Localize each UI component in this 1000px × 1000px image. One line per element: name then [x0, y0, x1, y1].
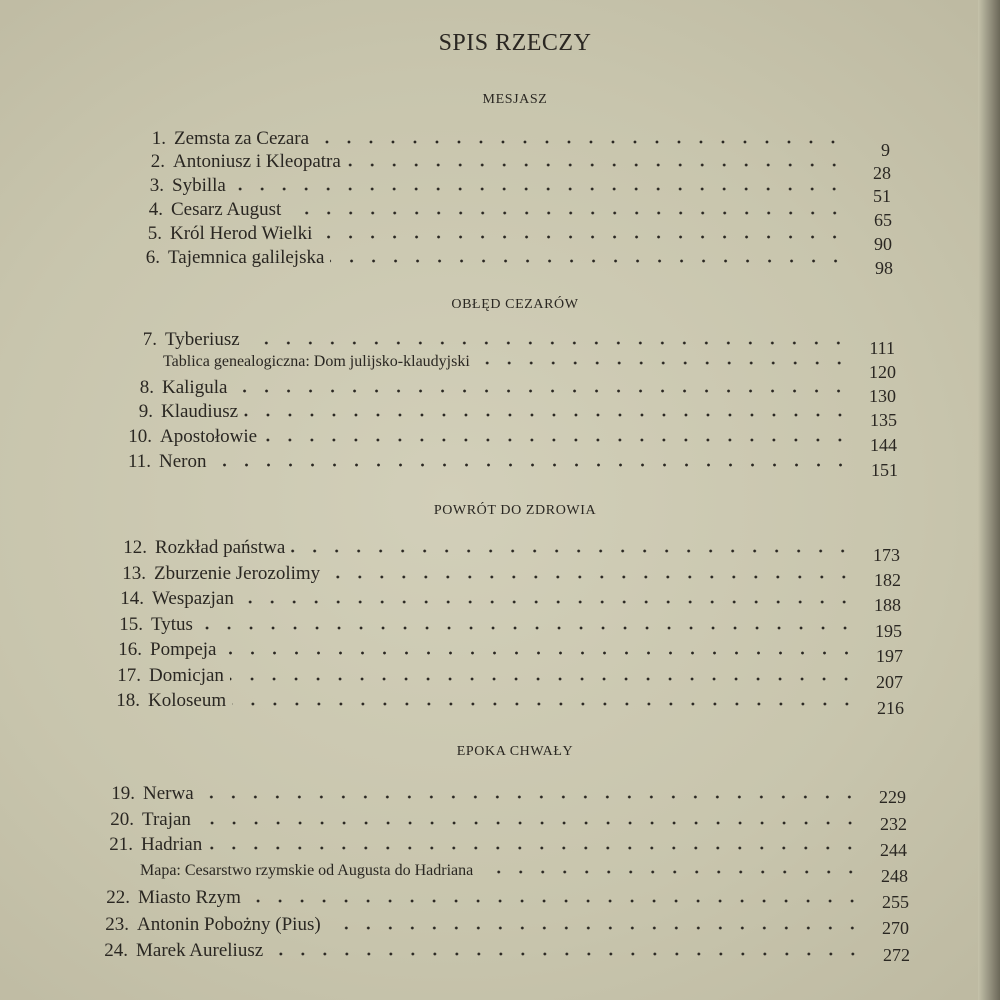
entry-number: 9.	[138, 401, 153, 422]
dot-leader	[233, 388, 850, 394]
entry-number: 17.	[117, 665, 141, 686]
dot-leader	[347, 162, 845, 168]
entry-number: 4.	[148, 199, 163, 220]
entry-title: Domicjan	[149, 665, 224, 686]
dot-leader	[479, 869, 862, 875]
entry-title: Antoniusz i Kleopatra	[173, 151, 341, 172]
toc-entry	[95, 834, 867, 856]
toc-entry	[103, 665, 863, 687]
toc-entry	[115, 401, 857, 423]
entry-page-number: 90	[874, 234, 892, 254]
entry-title: Rozkład państwa	[155, 537, 286, 558]
dot-leader	[246, 340, 849, 346]
entry-title: Hadrian	[141, 834, 203, 855]
dot-leader	[232, 701, 858, 707]
entry-page-number: 28	[873, 163, 891, 183]
entry-title: Król Herod Wielki	[170, 223, 313, 244]
toc-entry	[97, 783, 866, 805]
entry-page-number: 144	[870, 435, 897, 455]
entry-number: 23.	[105, 914, 129, 935]
entry-title: Apostołowie	[160, 426, 258, 447]
toc-entry	[90, 940, 870, 962]
entry-title: Trajan	[142, 809, 191, 830]
toc-entry	[128, 128, 850, 150]
entry-page-number: 197	[876, 646, 903, 666]
entry-number: 10.	[128, 426, 152, 447]
dot-leader	[244, 412, 851, 418]
dot-leader	[240, 599, 855, 605]
entry-title: Tablica genealogiczna: Dom julijsko-klaudyjski	[163, 353, 470, 370]
entry-page-number: 120	[869, 362, 896, 382]
dot-leader	[230, 676, 857, 682]
dot-leader	[223, 650, 858, 656]
toc-entry	[126, 175, 851, 197]
section-heading: OBŁĘD CEZARÓW	[451, 297, 579, 312]
toc-entry	[105, 614, 862, 636]
section-heading: POWRÓT DO ZDROWIA	[433, 503, 597, 518]
toc-entry	[117, 353, 856, 371]
entry-page-number: 65	[874, 210, 892, 230]
entry-page-number: 9	[881, 140, 890, 160]
dot-leader	[315, 139, 844, 145]
book-spine-edge	[978, 0, 1000, 1000]
entry-title: Zemsta za Cezara	[174, 128, 310, 149]
dot-leader	[232, 186, 845, 192]
entry-title: Kaligula	[162, 377, 228, 398]
entry-number: 11.	[127, 451, 151, 472]
entry-number: 7.	[142, 329, 157, 350]
toc-entry	[127, 151, 851, 173]
entry-title: Tyberiusz	[165, 329, 240, 350]
entry-title: Tajemnica galilejska	[168, 247, 325, 268]
toc-entry	[102, 690, 864, 712]
dot-leader	[263, 437, 851, 443]
dot-leader	[287, 210, 846, 216]
entry-page-number: 188	[874, 595, 901, 615]
entry-page-number: 272	[883, 945, 910, 965]
entry-title: Nerwa	[143, 783, 194, 804]
entry-page-number: 207	[876, 672, 903, 692]
entry-page-number: 173	[873, 545, 900, 565]
entry-number: 3.	[149, 175, 164, 196]
entry-number: 1.	[151, 128, 166, 149]
entry-title: Koloseum	[148, 690, 227, 711]
toc-entry	[96, 809, 867, 831]
entry-page-number: 111	[869, 338, 895, 358]
entry-title: Cesarz August	[171, 199, 282, 220]
entry-title: Miasto Rzym	[138, 887, 241, 908]
entry-page-number: 232	[880, 814, 907, 834]
entry-page-number: 270	[882, 918, 909, 938]
dot-leader	[247, 898, 863, 904]
dot-leader	[208, 845, 861, 851]
entry-page-number: 98	[875, 258, 893, 278]
entry-title: Zburzenie Jerozolimy	[154, 563, 321, 584]
entry-number: 21.	[109, 834, 133, 855]
dot-leader	[291, 548, 854, 554]
toc-entry	[92, 887, 869, 909]
dot-leader	[212, 462, 852, 468]
entry-title: Klaudiusz	[161, 401, 239, 422]
entry-number: 8.	[139, 377, 154, 398]
entry-number: 2.	[150, 151, 165, 172]
dot-leader	[327, 925, 863, 931]
toc-entry	[108, 563, 861, 585]
entry-title: Tytus	[151, 614, 193, 635]
toc-entry	[91, 914, 869, 936]
dot-leader	[200, 794, 860, 800]
entry-number: 13.	[122, 563, 146, 584]
page-title: SPIS RZECZY	[438, 30, 592, 56]
entry-number: 18.	[116, 690, 140, 711]
dot-leader	[476, 360, 850, 366]
dot-leader	[199, 625, 856, 631]
toc-entry	[119, 329, 855, 351]
toc-entry	[109, 537, 860, 559]
entry-page-number: 195	[875, 621, 902, 641]
entry-title: Wespazjan	[152, 588, 234, 609]
dot-leader	[326, 574, 855, 580]
entry-number: 20.	[110, 809, 134, 830]
dot-leader	[330, 258, 847, 264]
toc-entry	[94, 862, 868, 880]
entry-title: Mapa: Cesarstwo rzymskie od Augusta do Hadriana	[140, 862, 474, 879]
entry-page-number: 135	[870, 410, 897, 430]
toc-entry	[106, 588, 861, 610]
entry-page-number: 216	[877, 698, 904, 718]
entry-title: Sybilla	[172, 175, 226, 196]
entry-page-number: 130	[869, 386, 896, 406]
entry-number: 16.	[118, 639, 142, 660]
entry-number: 12.	[123, 537, 147, 558]
dot-leader	[318, 234, 846, 240]
section-heading: EPOKA CHWAŁY	[456, 744, 574, 759]
entry-title: Pompeja	[150, 639, 217, 660]
entry-title: Neron	[159, 451, 207, 472]
entry-number: 22.	[106, 887, 130, 908]
toc-entry	[113, 451, 858, 473]
entry-page-number: 182	[874, 570, 901, 590]
entry-page-number: 248	[881, 866, 908, 886]
entry-number: 15.	[119, 614, 143, 635]
entry-number: 6.	[145, 247, 160, 268]
entry-page-number: 229	[879, 787, 906, 807]
toc-entry	[104, 639, 863, 661]
dot-leader	[197, 820, 861, 826]
toc-entry	[114, 426, 857, 448]
entry-page-number: 244	[880, 840, 907, 860]
dot-leader	[269, 951, 864, 957]
section-heading: MESJASZ	[482, 92, 548, 107]
entry-number: 14.	[120, 588, 144, 609]
entry-number: 5.	[147, 223, 162, 244]
entry-title: Antonin Pobożny (Pius)	[137, 914, 321, 935]
entry-page-number: 51	[873, 186, 891, 206]
toc-entry	[125, 199, 852, 221]
toc-entry	[124, 223, 852, 245]
entry-number: 24.	[104, 940, 128, 961]
entry-page-number: 151	[871, 460, 898, 480]
toc-entry	[122, 247, 853, 269]
entry-number: 19.	[111, 783, 135, 804]
entry-page-number: 255	[882, 892, 909, 912]
toc-entry	[116, 377, 856, 399]
entry-title: Marek Aureliusz	[136, 940, 264, 961]
